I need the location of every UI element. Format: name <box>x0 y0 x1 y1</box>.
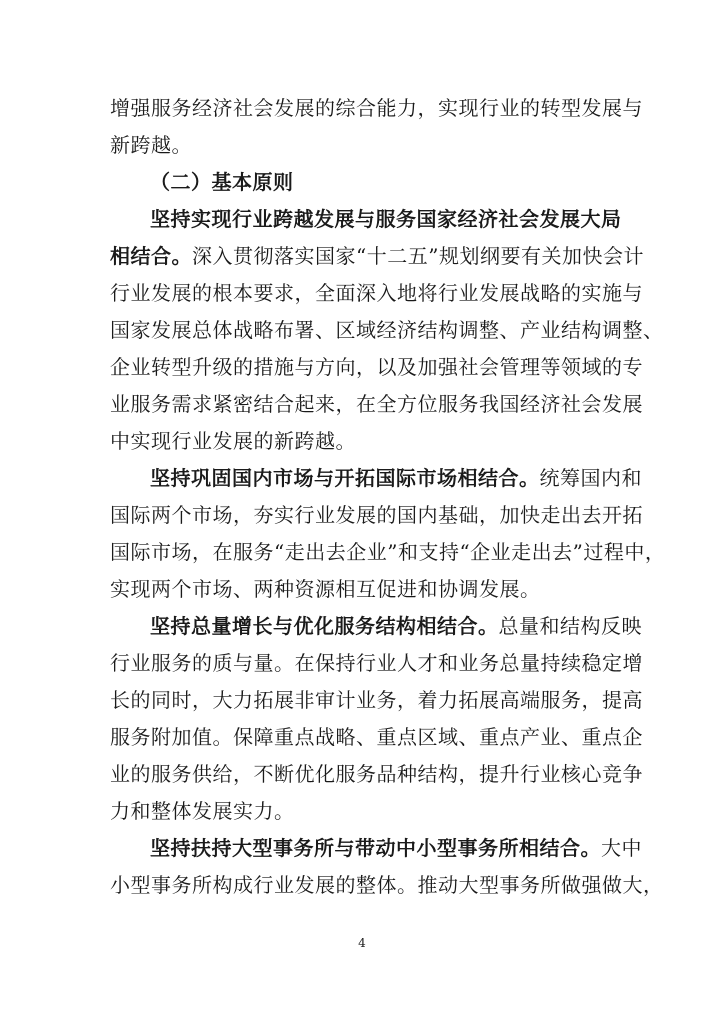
page-number: 4 <box>358 936 366 950</box>
principle-4-title: 坚持扶持大型事务所与带动中小型事务所相结合。 <box>150 836 601 860</box>
principle-1-title-line-2: 相结合。 <box>110 244 192 268</box>
principle-3-line-6: 力和整体发展实力。 <box>110 799 295 823</box>
principle-2-line-4: 实现两个市场、两种资源相互促进和协调发展。 <box>110 577 541 601</box>
principle-3-line-2: 行业服务的质与量。在保持行业人才和业务总量持续稳定增 <box>110 651 643 675</box>
principle-1-line-7: 中实现行业发展的新跨越。 <box>110 429 356 453</box>
principle-1-line-5: 企业转型升级的措施与方向，以及加强社会管理等领域的专 <box>110 355 643 379</box>
principle-1-line-4: 国家发展总体战略布署、区域经济结构调整、产业结构调整、 <box>110 318 664 342</box>
principle-4-line-2: 小型事务所构成行业发展的整体。推动大型事务所做强做大， <box>110 873 664 897</box>
principle-3-line-5: 业的服务供给，不断优化服务品种结构，提升行业核心竞争 <box>110 762 643 786</box>
principle-1-title-line-1: 坚持实现行业跨越发展与服务国家经济社会发展大局 <box>150 207 622 231</box>
intro-line-1: 增强服务经济社会发展的综合能力，实现行业的转型发展与 <box>110 96 643 120</box>
principle-2-line-1-rest: 统筹国内和 <box>539 466 642 490</box>
principle-4-line-1-rest: 大中 <box>601 836 642 860</box>
principle-2-line-2: 国际两个市场，夯实行业发展的国内基础，加快走出去开拓 <box>110 503 643 527</box>
principle-1-line-3: 行业发展的根本要求，全面深入地将行业发展战略的实施与 <box>110 281 643 305</box>
principle-2-title: 坚持巩固国内市场与开拓国际市场相结合。 <box>150 466 540 490</box>
principle-1-line-2-rest: 深入贯彻落实国家“十二五”规划纲要有关加快会计 <box>192 244 644 268</box>
principle-3-line-3: 长的同时，大力拓展非审计业务，着力拓展高端服务，提高 <box>110 688 643 712</box>
principle-1-line-6: 业服务需求紧密结合起来，在全方位服务我国经济社会发展 <box>110 392 643 416</box>
principle-4-line-1 <box>110 830 642 867</box>
principle-1-line-2 <box>110 238 644 275</box>
intro-line-2: 新跨越。 <box>110 133 192 157</box>
principle-3-line-1-rest: 总量和结构反映 <box>498 614 642 638</box>
section-heading: （二）基本原则 <box>150 170 294 194</box>
principle-3-line-4: 服务附加值。保障重点战略、重点区域、重点产业、重点企 <box>110 725 643 749</box>
principle-3-title: 坚持总量增长与优化服务结构相结合。 <box>150 614 499 638</box>
principle-2-line-3: 国际市场，在服务“走出去企业”和支持“企业走出去”过程中， <box>110 540 666 564</box>
principle-2-line-1 <box>110 460 642 497</box>
principle-3-line-1 <box>110 608 642 645</box>
document-page <box>110 90 666 904</box>
